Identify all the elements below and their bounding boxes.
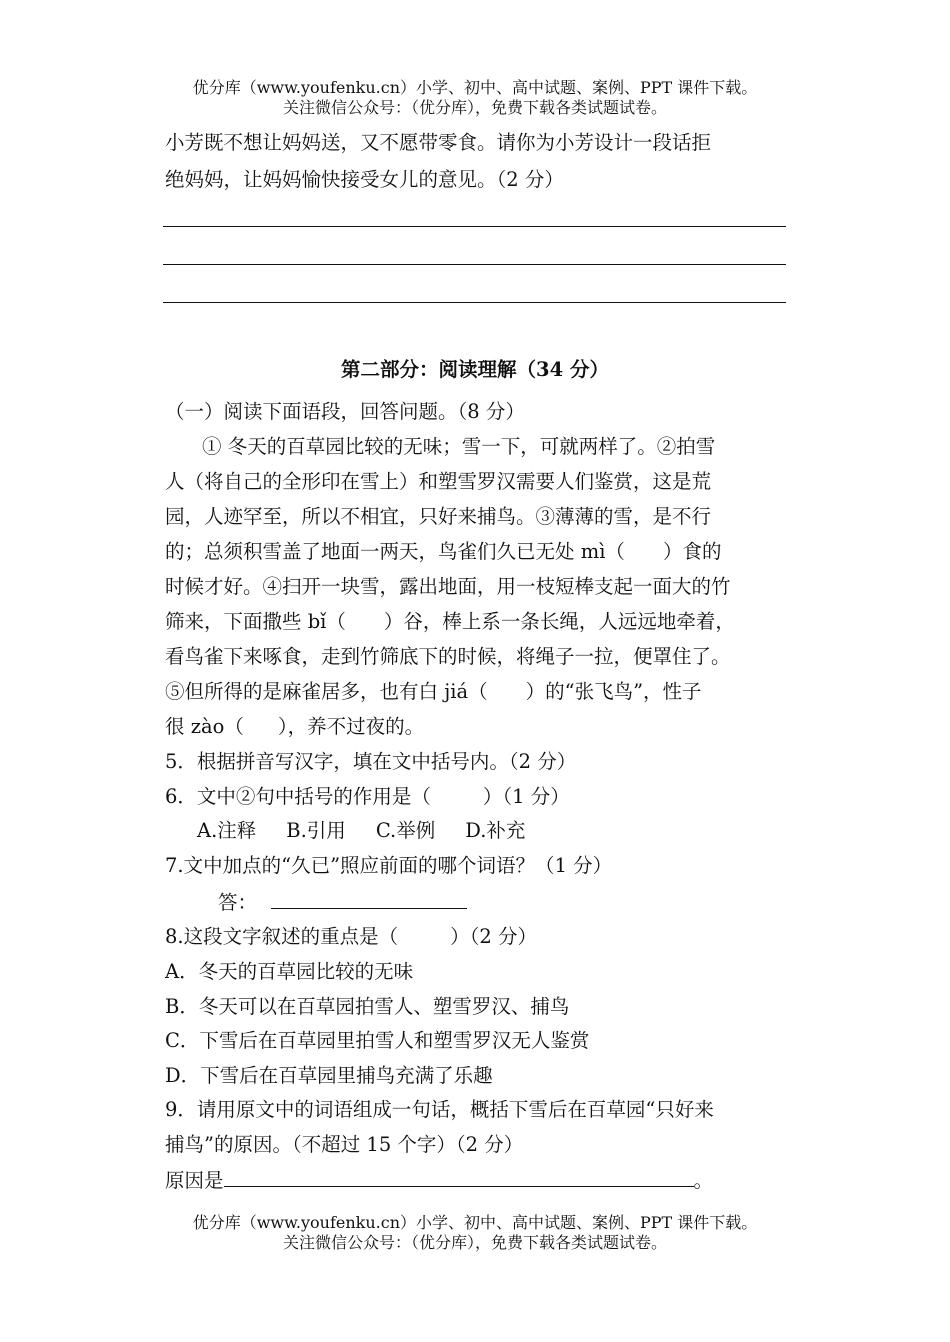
q7-answer-blank (271, 890, 467, 909)
question-6-b: ）（1 分） (482, 785, 570, 808)
header-line-2: 关注微信公众号：（优分库），免费下载各类试题试卷。 (282, 98, 667, 117)
passage-line-5: 时候才好。④扫开一块雪，露出地面，用一枝短棒支起一面大的竹 (165, 575, 731, 598)
question-8 (165, 925, 537, 949)
footer-line-1: 优分库（www.youfenku.cn）小学、初中、高中试题、案例、PPT 课件下载。 (192, 1213, 758, 1232)
q8-option-c: C．下雪后在百草园里拍雪人和塑雪罗汉无人鉴赏 (165, 1029, 590, 1052)
passage-line-8 (165, 680, 702, 704)
section-title: 第二部分：阅读理解（34 分） (341, 358, 609, 381)
answer-line-1 (163, 226, 786, 227)
q6-option-c: C.举例 (375, 819, 436, 842)
question-7-answer (218, 890, 467, 915)
q6-option-d: D.补充 (465, 819, 526, 842)
question-6 (165, 785, 570, 809)
q9-answer-end: 。 (693, 1169, 714, 1192)
passage-line-9 (165, 715, 424, 739)
question-5: 5．根据拼音写汉字，填在文中括号内。（2 分） (165, 750, 577, 773)
passage-line-9-a: 很 zào（ (165, 715, 244, 738)
q8-option-d: D．下雪后在百草园里捕鸟充满了乐趣 (165, 1064, 493, 1087)
answer-line-3 (163, 302, 786, 303)
passage-line-9-b: ），养不过夜的。 (277, 715, 425, 738)
question-9-line-2: 捕鸟”的原因。（不超过 15 个字）（2 分） (165, 1133, 524, 1156)
page-header (0, 78, 950, 118)
q6-option-b: B.引用 (286, 819, 346, 842)
q9-answer-blank (224, 1168, 694, 1187)
passage-line-6-a: 筛来，下面撒些 bǐ（ (165, 610, 346, 633)
passage-line-7: 看鸟雀下来啄食，走到竹筛底下的时候，将绳子一拉，便罩住了。 (165, 645, 731, 668)
passage-line-8-b: ）的“张飞鸟”，性子 (525, 680, 702, 703)
passage-line-6-b: ）谷，棒上系一条长绳，人远远地牵着， (383, 610, 735, 633)
passage-line-8-a: ⑤但所得的是麻雀居多，也有白 jiá（ (165, 680, 488, 703)
answer-line-2 (163, 264, 786, 265)
question-8-b: ）（2 分） (450, 925, 537, 948)
question-9-line-1: 9．请用原文中的词语组成一句话，概括下雪后在百草园“只好来 (165, 1098, 714, 1121)
passage-line-4-a: 的；总须积雪盖了地面一两天，鸟雀们久已无处 mì（ (165, 540, 625, 563)
q7-answer-label: 答： (218, 891, 258, 914)
q6-option-a: A.注释 (197, 819, 257, 842)
top-question-line-1: 小芳既不想让妈妈送，又不愿带零食。请你为小芳设计一段话拒 (165, 131, 712, 154)
question-7: 7.文中加点的“久已”照应前面的哪个词语？（1 分） (165, 854, 613, 877)
question-9-answer (165, 1168, 713, 1193)
top-question-line-2: 绝妈妈，让妈妈愉快接受女儿的意见。（2 分） (165, 168, 564, 191)
header-line-1: 优分库（www.youfenku.cn）小学、初中、高中试题、案例、PPT 课件下载。 (192, 78, 758, 97)
passage-line-4 (165, 540, 721, 564)
footer-line-2: 关注微信公众号：（优分库），免费下载各类试题试卷。 (282, 1233, 667, 1252)
q8-option-b: B．冬天可以在百草园拍雪人、塑雪罗汉、捕鸟 (165, 995, 570, 1018)
part1-heading: （一）阅读下面语段，回答问题。（8 分） (165, 400, 525, 423)
passage-line-3: 园，人迹罕至，所以不相宜，只好来捕鸟。③薄薄的雪，是不行 (165, 505, 712, 528)
passage-line-4-b: ）食的 (662, 540, 722, 563)
question-8-a: 8.这段文字叙述的重点是（ (165, 925, 399, 948)
q9-answer-label: 原因是 (165, 1169, 224, 1192)
passage-line-1: ① 冬天的百草园比较的无味；雪一下，可就两样了。②拍雪 (202, 435, 716, 458)
question-6-a: 6．文中②句中括号的作用是（ (165, 785, 431, 808)
passage-line-2: 人（将自己的全形印在雪上）和塑雪罗汉需要人们鉴赏，这是荒 (165, 470, 712, 493)
page-footer (0, 1213, 950, 1253)
q8-option-a: A．冬天的百草园比较的无味 (165, 960, 414, 983)
question-6-options (197, 819, 525, 843)
passage-line-6 (165, 610, 735, 634)
